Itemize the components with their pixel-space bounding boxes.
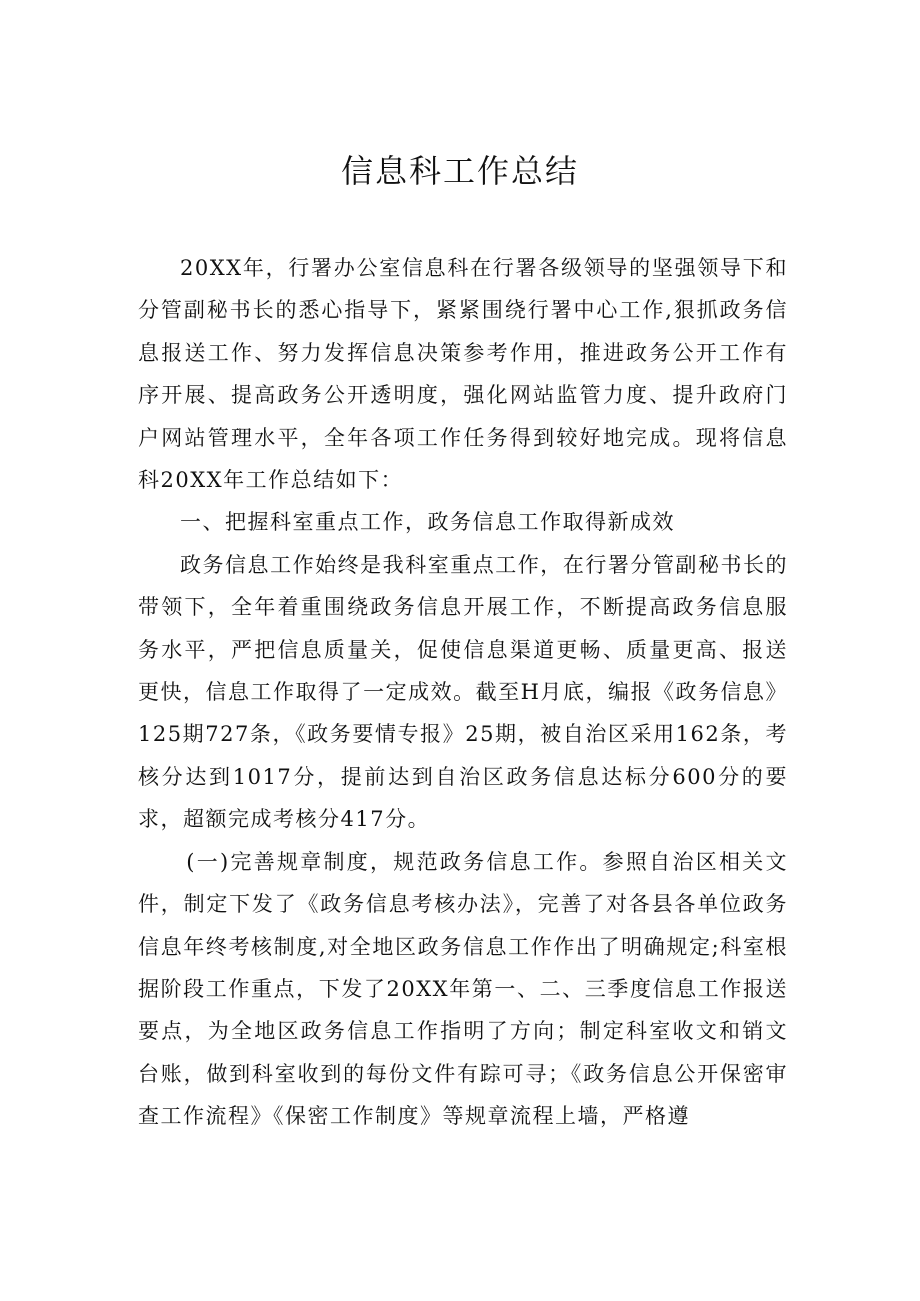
intro-paragraph: 20XX年，行署办公室信息科在行署各级领导的坚强领导下和分管副秘书长的悉心指导下，紧紧围绕行署中心工作,狠抓政务信息报送工作、努力发挥信息决策参考作用，推进政务公开工作有序开展、提高政务公开透明度，强化网站监管力度、提升政府门户网站管理水平，全年各项工作任务得到较好地完成。现将信息科20XX年工作总结如下： <box>138 256 788 493</box>
subsection-paragraph: (一)完善规章制度，规范政务信息工作。参照自治区相关文件，制定下发了《政务信息考核办法》，完善了对各县各单位政务信息年终考核制度,对全地区政务信息工作作出了明确规定;科室根据阶段工作重点，下发了20XX年第一、二、三季度信息工作报送要点，为全地区政务信息工作指明了方向；制定科室收文和销文台账，做到科室收到的每份文件有踪可寻；《政务信息公开保密审查工作流程》《保密工作制度》等规章流程上墙，严格遵 <box>138 849 788 1129</box>
document-body <box>138 247 788 1138</box>
section-heading: 一、把握科室重点工作，政务信息工作取得新成效 <box>180 510 675 535</box>
document-title: 信息科工作总结 <box>340 152 579 190</box>
section-paragraph: 政务信息工作始终是我科室重点工作，在行署分管副秘书长的带领下，全年着重围绕政务信息开展工作，不断提高政务信息服务水平，严把信息质量关，促使信息渠道更畅、质量更高、报送更快，信息工作取得了一定成效。截至H月底，编报《政务信息》125期727条，《政务要情专报》25期，被自治区采用162条，考核分达到1017分，提前达到自治区政务信息达标分600分的要求，超额完成考核分417分。 <box>138 552 788 832</box>
